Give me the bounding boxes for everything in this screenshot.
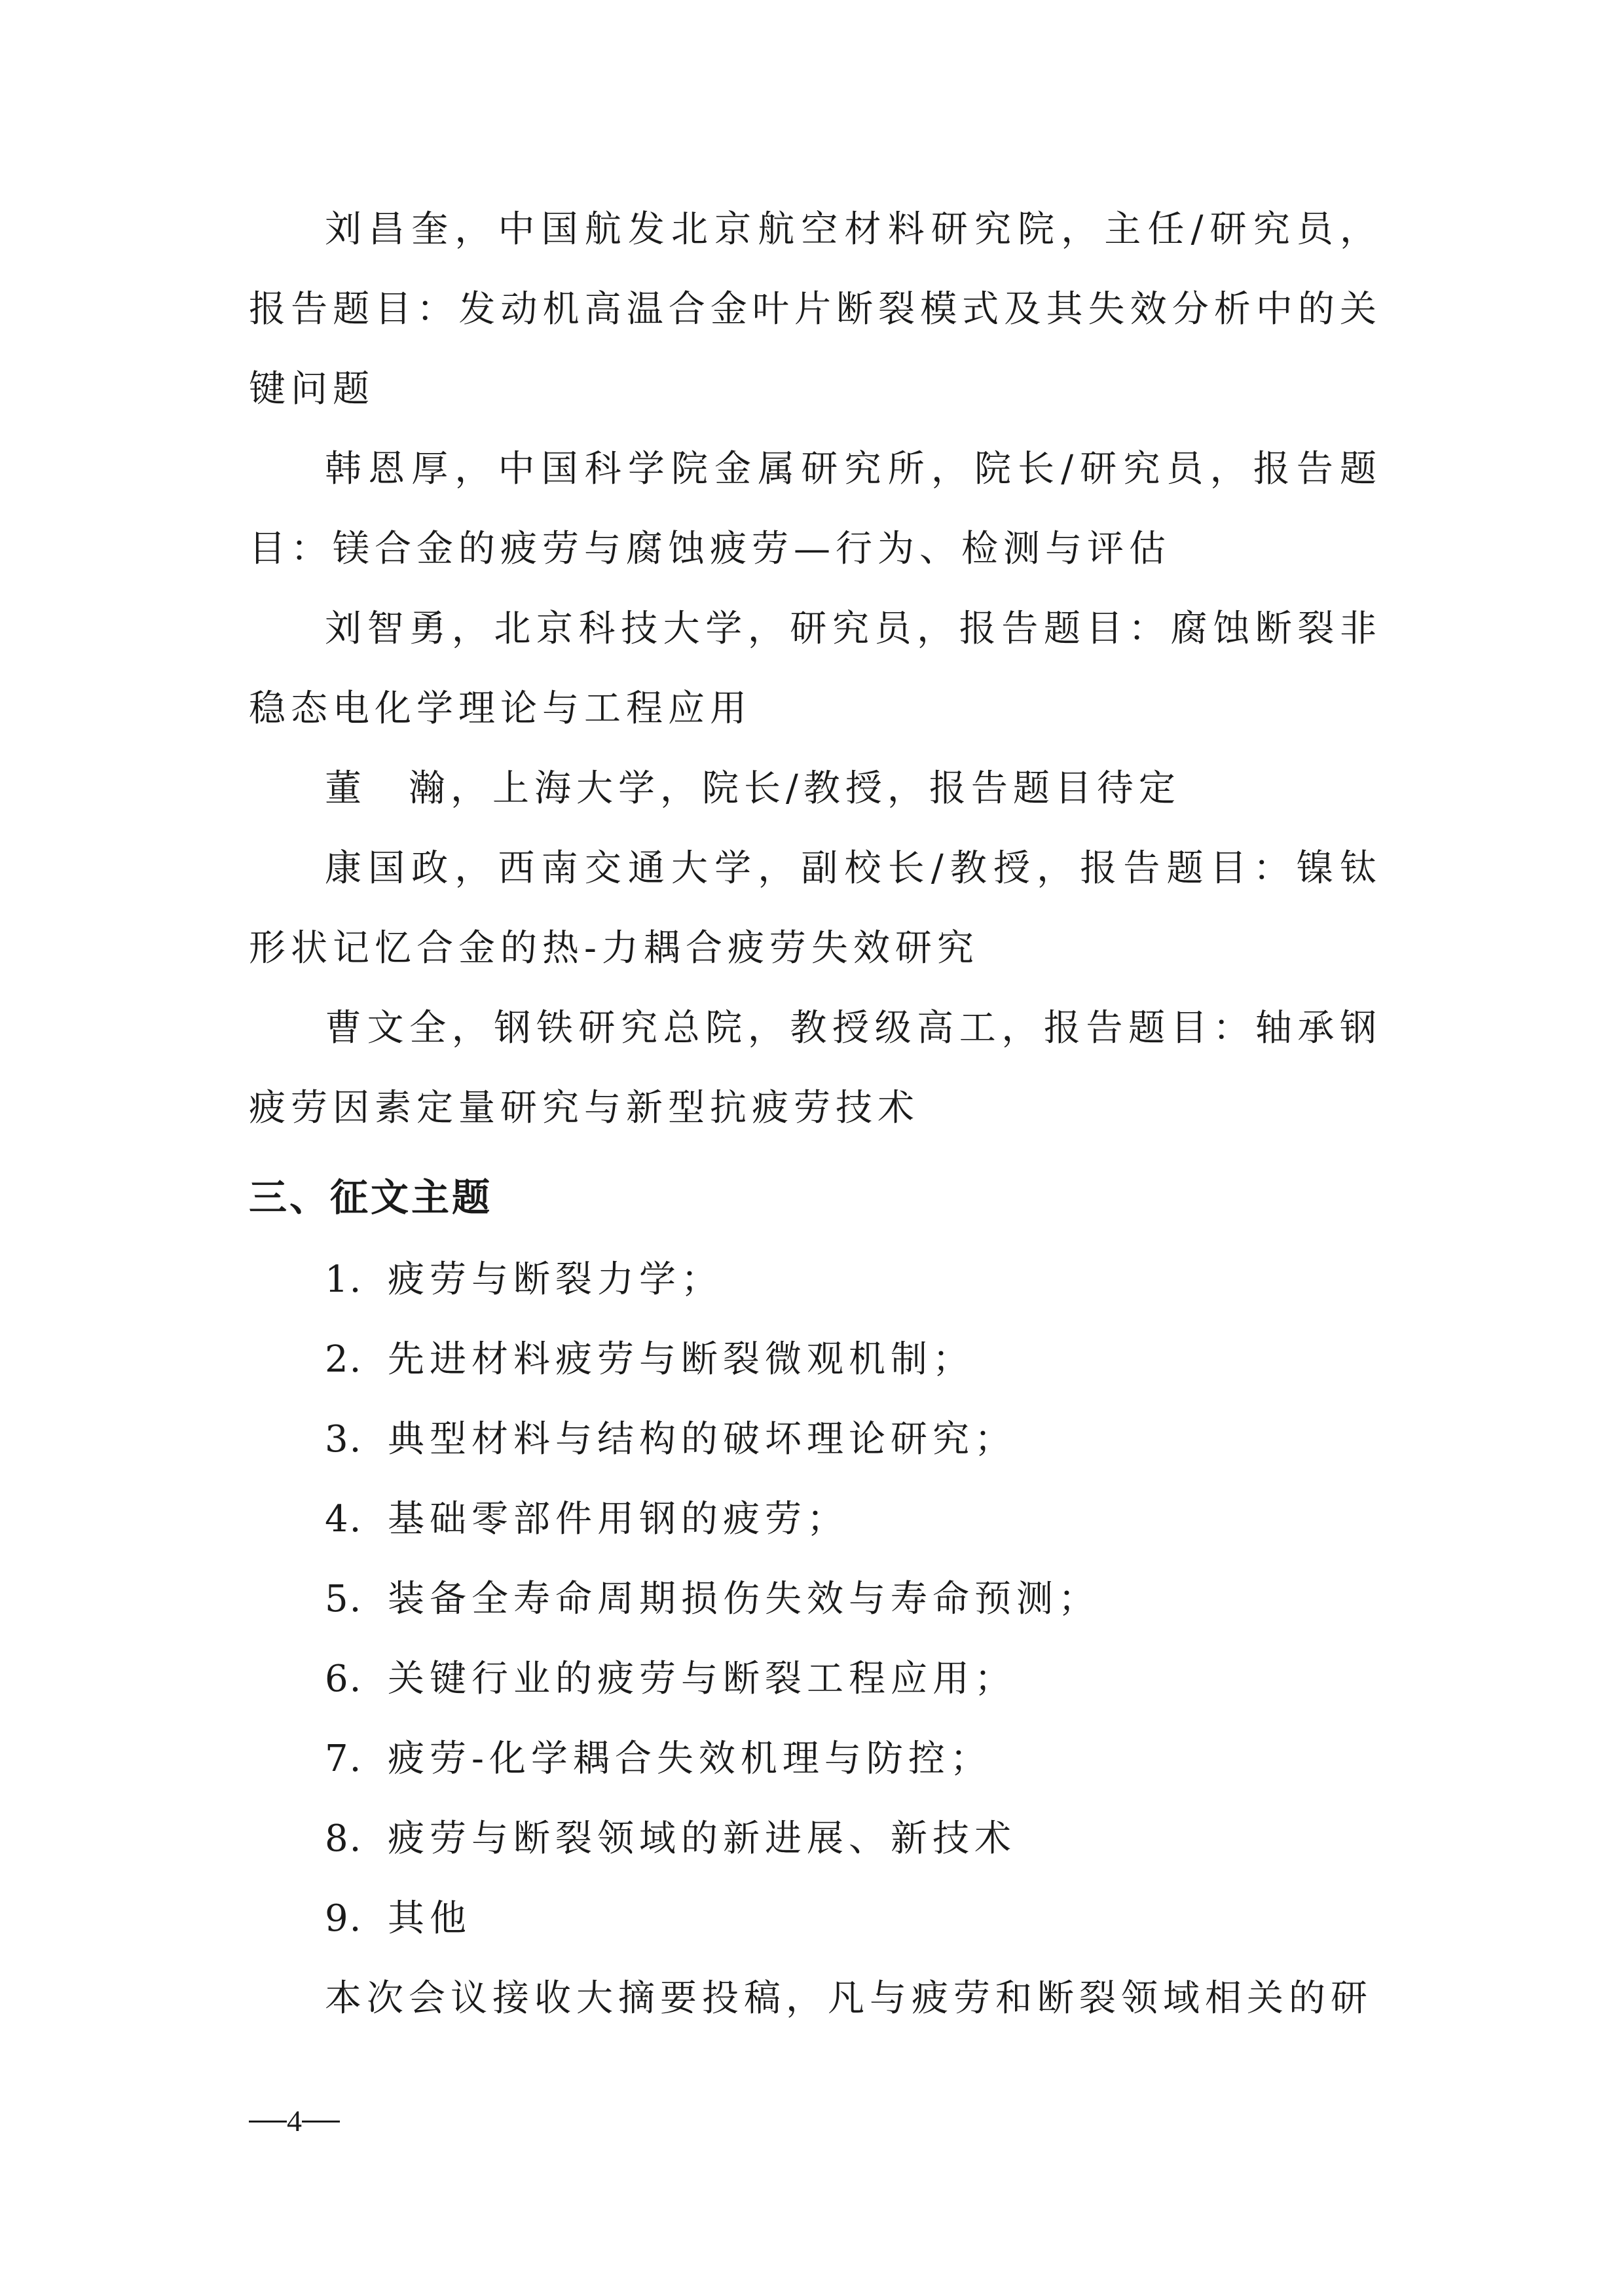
speaker-entry-liu-zhiyong: 刘智勇，北京科技大学，研究员，报告题目：腐蚀断裂非稳态电化学理论与工程应用	[249, 608, 1382, 730]
footer-dash-left	[249, 2121, 287, 2123]
topic-number: 3.	[325, 1418, 363, 1461]
speaker-entry-cao-wenquan: 曹文全，钢铁研究总院，教授级高工，报告题目：轴承钢疲劳因素定量研究与新型抗疲劳技术	[249, 1007, 1382, 1129]
speaker-entry-dong-han: 董 瀚，上海大学，院长/教授，报告题目待定	[325, 767, 1181, 810]
list-item	[249, 1719, 1382, 1799]
topic-text: 其他	[388, 1897, 471, 1940]
topic-text: 关键行业的疲劳与断裂工程应用；	[388, 1658, 1016, 1700]
topic-number: 2.	[325, 1338, 363, 1381]
topic-text: 疲劳与断裂领域的新进展、新技术	[388, 1817, 1016, 1860]
list-item	[249, 1559, 1382, 1639]
topic-text: 典型材料与结构的破坏理论研究；	[388, 1418, 1016, 1461]
topic-number: 5.	[325, 1578, 363, 1620]
topic-number: 1.	[325, 1258, 363, 1301]
list-item	[249, 1240, 1382, 1320]
topic-list	[249, 1240, 1382, 1959]
list-item	[249, 1480, 1382, 1559]
list-item	[249, 1639, 1382, 1719]
speaker-entry-han-enhou: 韩恩厚，中国科学院金属研究所，院长/研究员，报告题目：镁合金的疲劳与腐蚀疲劳—行为、检测与评估	[249, 448, 1382, 570]
topic-text: 装备全寿命周期损伤失效与寿命预测；	[388, 1578, 1100, 1620]
speaker-entry-kang-guozheng: 康国政，西南交通大学，副校长/教授，报告题目：镍钛形状记忆合金的热-力耦合疲劳失效研究	[249, 847, 1382, 970]
topic-text: 疲劳-化学耦合失效机理与防控；	[388, 1738, 992, 1780]
list-item	[249, 1799, 1382, 1879]
footer-dash-right	[302, 2121, 340, 2123]
topic-number: 6.	[325, 1658, 363, 1700]
page-number: 4	[287, 2104, 302, 2138]
list-item	[249, 1320, 1382, 1400]
topic-number: 7.	[325, 1738, 363, 1780]
topic-text: 先进材料疲劳与断裂微观机制；	[388, 1338, 974, 1381]
list-item	[249, 1879, 1382, 1959]
section-heading: 三、征文主题	[249, 1175, 493, 1220]
topic-number: 4.	[325, 1498, 363, 1540]
page-content	[249, 190, 1382, 2039]
speaker-entry-liu-changkui: 刘昌奎，中国航发北京航空材料研究院，主任/研究员，报告题目：发动机高温合金叶片断裂模式及其失效分析中的关键问题	[249, 208, 1382, 410]
page-footer	[249, 2102, 340, 2141]
topic-text: 疲劳与断裂力学；	[388, 1258, 723, 1301]
topic-number: 9.	[325, 1897, 363, 1940]
topic-text: 基础零部件用钢的疲劳；	[388, 1498, 849, 1540]
list-item	[249, 1400, 1382, 1480]
topic-number: 8.	[325, 1817, 363, 1860]
closing-paragraph: 本次会议接收大摘要投稿，凡与疲劳和断裂领域相关的研	[325, 1977, 1373, 2020]
